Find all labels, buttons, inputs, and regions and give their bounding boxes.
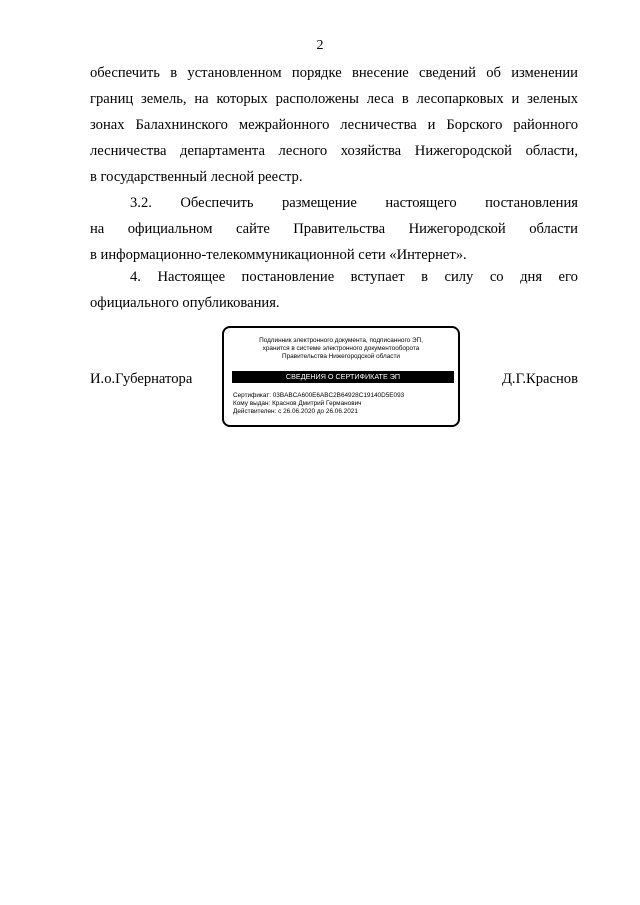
paragraph-2	[90, 190, 578, 268]
stamp-header-line: Подлинник электронного документа, подписанного ЭП,	[259, 337, 423, 344]
paragraph-2-word: области	[529, 221, 578, 237]
paragraph-1	[90, 60, 578, 190]
paragraph-2-line-2	[90, 216, 578, 242]
paragraph-3-word: в	[421, 269, 428, 285]
paragraph-2-word: на	[90, 221, 105, 237]
paragraph-3-word: постановление	[241, 269, 335, 285]
paragraph-1-line: обеспечить в установленном порядке внесение сведений об изменении	[90, 65, 578, 81]
electronic-signature-stamp	[222, 326, 460, 427]
paragraph-2-last-line: в информационно-телекоммуникационной сети «Интернет».	[90, 247, 467, 263]
paragraph-2-word: Нижегородской	[408, 221, 506, 237]
stamp-issued-to: Кому выдан: Краснов Дмитрий Германович	[233, 400, 362, 407]
paragraph-1-last-line: в государственный лесной реестр.	[90, 169, 303, 185]
paragraph-3-word: дня	[520, 269, 543, 285]
paragraph-1-line: лесничества департамента лесного хозяйства Нижегородской области,	[90, 143, 578, 159]
paragraph-3-word: 4.	[130, 269, 141, 285]
paragraph-2-word: размещение	[282, 195, 357, 211]
paragraph-2-word: настоящего	[385, 195, 457, 211]
paragraph-3-word: вступает	[350, 269, 405, 285]
signer-name: Д.Г.Краснов	[501, 371, 578, 387]
paragraph-3-word: со	[489, 269, 504, 285]
stamp-validity: Действителен: с 26.06.2020 до 26.06.2021	[233, 408, 358, 415]
stamp-header-line: хранится в системе электронного документооборота	[262, 345, 420, 352]
paragraph-2-word: официальном	[127, 221, 213, 237]
paragraph-2-word: 3.2.	[130, 195, 152, 211]
stamp-certificate-number: Сертификат: 03BABCA600E6ABC2B64928C19140D5E093	[233, 392, 405, 399]
paragraph-2-word: Обеспечить	[180, 195, 254, 211]
stamp-header	[224, 337, 458, 361]
stamp-certificate-title-bar: СВЕДЕНИЯ О СЕРТИФИКАТЕ ЭП	[232, 371, 454, 383]
paragraph-3-word: силу	[444, 269, 474, 285]
signer-position: И.о.Губернатора	[90, 371, 193, 387]
paragraph-3-word: его	[558, 269, 578, 285]
paragraph-2-word: Правительства	[293, 221, 386, 237]
page-number: 2	[316, 38, 324, 53]
paragraph-1-line: границ земель, на которых расположены леса в лесопарковых и зеленых	[90, 91, 578, 107]
paragraph-2-word: сайте	[236, 221, 270, 237]
paragraph-3-last-line: официального опубликования.	[90, 295, 280, 311]
paragraph-3	[90, 264, 578, 316]
paragraph-2-line-1	[90, 190, 578, 216]
paragraph-3-line-1	[90, 264, 578, 290]
paragraph-3-word: Настоящее	[157, 269, 226, 285]
stamp-details	[233, 392, 404, 416]
paragraph-2-word: постановления	[485, 195, 578, 211]
paragraph-1-line: зонах Балахнинского межрайонного лесничества и Борского районного	[90, 117, 578, 133]
stamp-header-line: Правительства Нижегородской области	[281, 353, 401, 360]
